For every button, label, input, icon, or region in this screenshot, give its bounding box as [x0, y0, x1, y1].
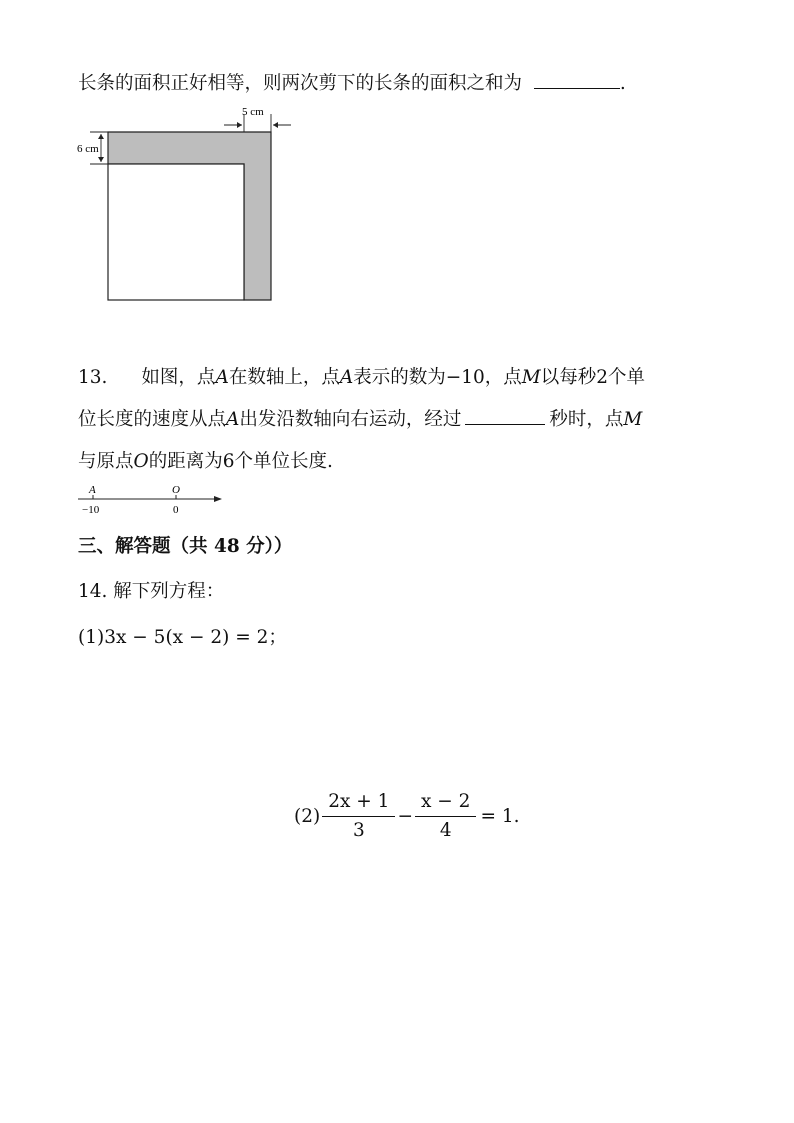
q13-text: 如图，点: [141, 367, 216, 388]
axis-label-o: O: [172, 484, 180, 496]
q13-text: 个单: [608, 367, 646, 388]
axis-tick-neg10: −10: [82, 504, 100, 516]
q13-line-2: [78, 408, 642, 432]
point-a-symbol: A: [226, 409, 240, 430]
eq2-minus: −: [397, 806, 413, 827]
fraction-denominator: 4: [439, 820, 452, 841]
distance-value: 6: [222, 451, 235, 472]
eq2-tail: = 1.: [480, 806, 520, 827]
speed-value: 2: [596, 367, 609, 388]
point-a-symbol: A: [339, 367, 354, 388]
q13-text: ，点: [484, 367, 522, 388]
q12-answer-blank: [534, 72, 620, 89]
q13-text: 与原点: [78, 451, 134, 472]
section3-title: 三、解答题（共 48 分））: [78, 536, 293, 557]
q13-text: 的距离为: [148, 451, 223, 472]
q13-text: 出发沿数轴向右运动，经过: [239, 409, 462, 430]
eq2-prefix: (2): [294, 806, 321, 827]
q14-eq1: (1)3x − 5(x − 2) = 2；: [78, 627, 287, 648]
q14-eq2: [294, 788, 520, 845]
q12-end-punct: .: [619, 73, 626, 94]
number-line: [76, 482, 236, 518]
fraction-numerator: x − 2: [420, 791, 471, 812]
axis-label-a: A: [89, 484, 96, 496]
q13-text: 秒时，点: [549, 409, 624, 430]
q13-text: 在数轴上，点: [228, 367, 340, 388]
axis-tick-0: 0: [173, 504, 179, 516]
q13-text: 以每秒: [540, 367, 597, 388]
q12-text: 长条的面积正好相等，则两次剪下的长条的面积之和为: [78, 73, 523, 94]
remaining-square: [108, 164, 244, 300]
eq2-fraction-2: [415, 788, 476, 845]
point-m-symbol: M: [521, 367, 541, 388]
point-a-symbol: A: [215, 367, 229, 388]
q13-text: 个单位长度.: [234, 451, 333, 472]
q13-line-3: [78, 450, 333, 474]
q13-answer-blank: [465, 408, 545, 425]
q13-line-1: [78, 366, 645, 390]
fraction-denominator: 3: [352, 820, 365, 841]
q13-text: 位长度的速度从点: [78, 409, 227, 430]
q13-text: 表示的数为: [353, 367, 446, 388]
q12-figure: [76, 104, 306, 304]
label-6cm: 6 cm: [77, 143, 99, 155]
q14-stem: 14. 解下列方程：: [78, 581, 225, 602]
origin-symbol: O: [133, 451, 149, 472]
value-neg10: −10: [445, 367, 485, 388]
eq2-fraction-1: [322, 788, 395, 845]
q12-line: [78, 72, 626, 96]
fraction-numerator: 2x + 1: [328, 791, 390, 812]
q13-number: 13.: [78, 367, 108, 388]
label-5cm: 5 cm: [242, 106, 264, 118]
point-m-symbol: M: [623, 409, 643, 430]
